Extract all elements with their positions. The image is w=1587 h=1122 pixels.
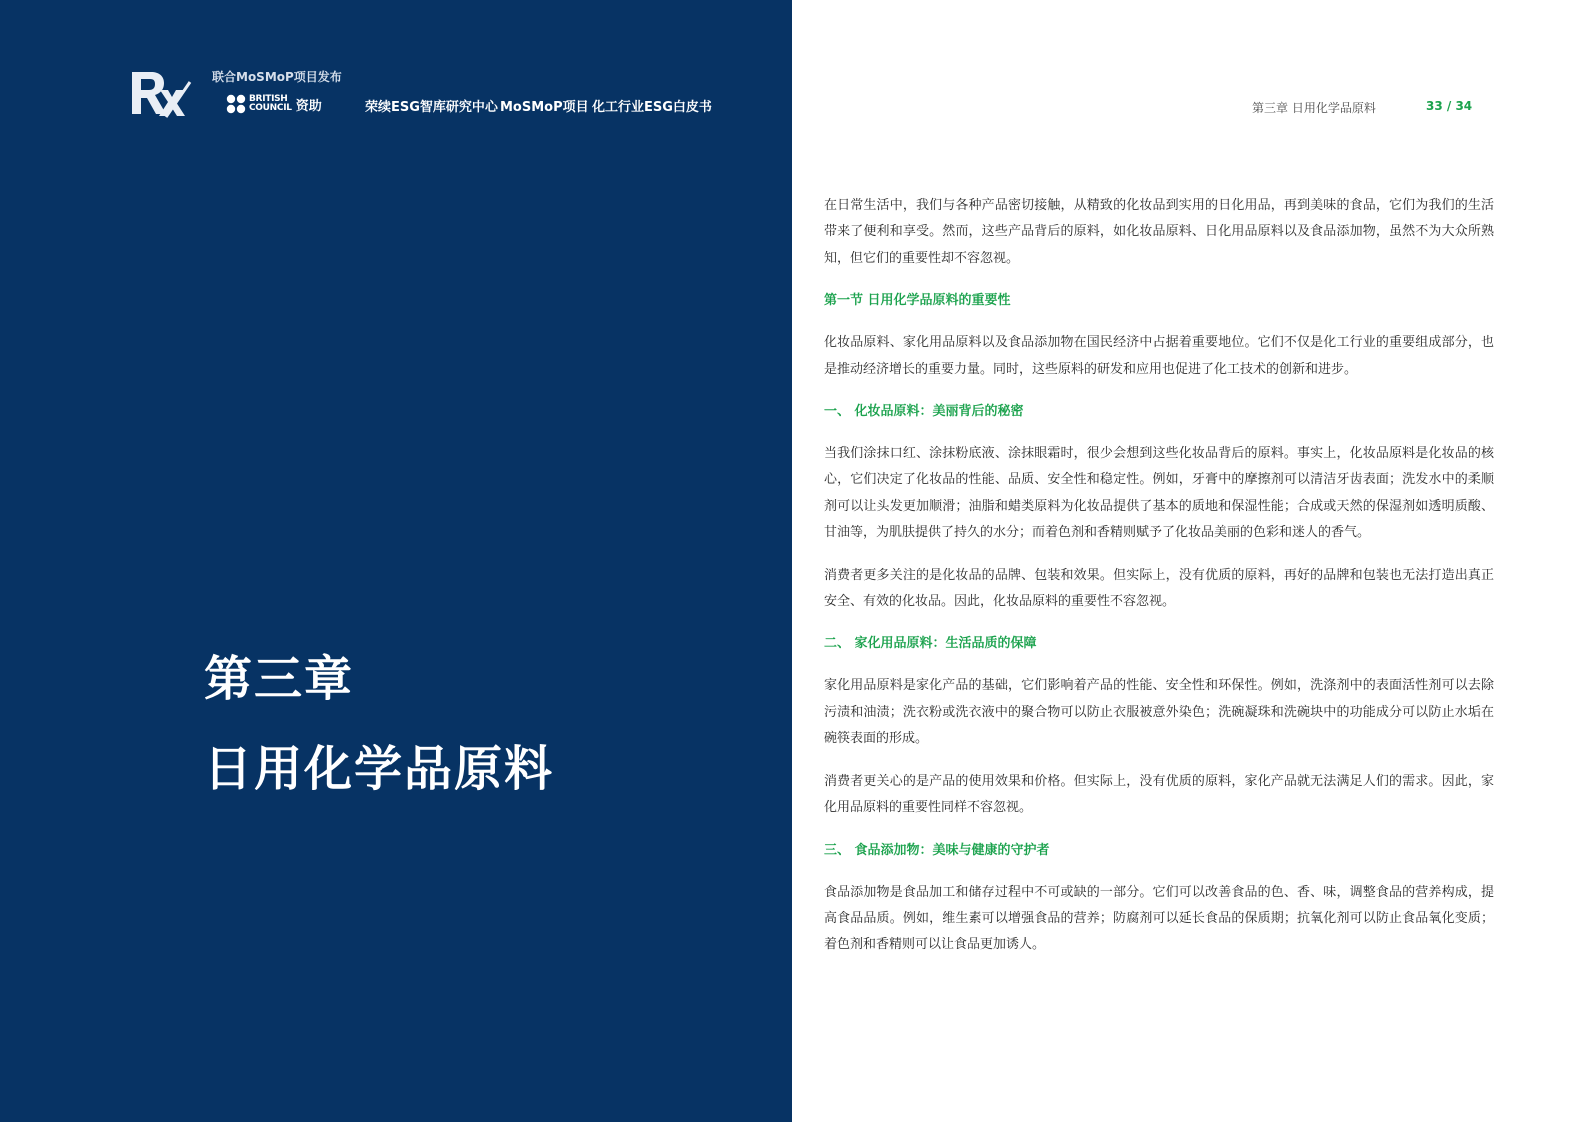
section1-heading: 第一节 日用化学品原料的重要性 [824,293,1011,309]
header-link-mosmop[interactable]: MoSMoP项目 [500,100,589,115]
intro-paragraph: 在日常生活中，我们与各种产品密切接触，从精致的化妆品到实用的日化用品，再到美味的食品，它们为我们的生活带来了便利和享受。然而，这些产品背后的原料，如化妆品原料、日化用品原料以及食品添加物，虽然不为大众所熟知，但它们的重要性却不容忽视。 [824,198,1494,266]
running-header-chapter: 第三章 日用化学品原料 [1252,101,1376,115]
british-council-dots-icon [226,94,246,114]
sub2-heading: 二、 家化用品原料：生活品质的保障 [824,636,1037,652]
page-number: 33 / 34 [1426,99,1473,113]
chapter-number: 第三章 [204,651,355,707]
sub2-paragraph-1: 家化用品原料是家化产品的基础，它们影响着产品的性能、安全性和环保性。例如，洗涤剂中的表面活性剂可以去除污渍和油渍；洗衣粉或洗衣液中的聚合物可以防止衣服被意外染色；洗碗凝珠和洗碗块中的功能成分可以防止水垢在碗筷表面的形成。 [824,678,1494,747]
cover-panel [0,0,792,1122]
rx-logo-icon [130,68,192,118]
header-link-whitepaper[interactable]: 化工行业ESG白皮书 [592,100,712,115]
sub1-paragraph-1: 当我们涂抹口红、涂抹粉底液、涂抹眼霜时，很少会想到这些化妆品背后的原料。事实上，化妆品原料是化妆品的核心，它们决定了化妆品的性能、品质、安全性和稳定性。例如，牙膏中的摩擦剂可以清洁牙齿表面；洗发水中的柔顺剂可以让头发更加顺滑；油脂和蜡类原料为化妆品提供了基本的质地和保湿性能；合成或天然的保湿剂如透明质酸、甘油等，为肌肤提供了持久的水分；而着色剂和香精则赋予了化妆品美丽的色彩和迷人的香气。 [824,446,1494,541]
funded-label: 资助 [295,98,322,114]
sub3-paragraph-1: 食品添加物是食品加工和储存过程中不可或缺的一部分。它们可以改善食品的色、香、味，调整食品的营养构成，提高食品品质。例如，维生素可以增强食品的营养；防腐剂可以延长食品的保质期；抗氧化剂可以防止食品氧化变质；着色剂和香精则可以让食品更加诱人。 [824,884,1494,953]
sub1-heading: 一、 化妆品原料：美丽背后的秘密 [824,404,1024,420]
header-link-esg-center[interactable]: 荣续ESG智库研究中心 [365,100,498,115]
british-council-wordmark: BRITISH COUNCIL [249,94,292,113]
article-body [824,193,1494,959]
chapter-title: 日用化学品原料 [204,741,555,797]
sub1-paragraph-2: 消费者更多关注的是化妆品的品牌、包装和效果。但实际上，没有优质的原料，再好的品牌和包装也无法打造出真正安全、有效的化妆品。因此，化妆品原料的重要性不容忽视。 [824,567,1494,610]
publish-note: 联合MoSMoP项目发布 [212,70,342,84]
sub3-heading: 三、 食品添加物：美味与健康的守护者 [824,842,1050,858]
section1-paragraph: 化妆品原料、家化用品原料以及食品添加物在国民经济中占据着重要地位。它们不仅是化工行业的重要组成部分，也是推动经济增长的重要力量。同时，这些原料的研发和应用也促进了化工技术的创新和进步。 [824,335,1494,377]
british-council-logo [226,94,322,114]
sub2-paragraph-2: 消费者更关心的是产品的使用效果和价格。但实际上，没有优质的原料，家化产品就无法满足人们的需求。因此，家化用品原料的重要性同样不容忽视。 [824,773,1494,816]
